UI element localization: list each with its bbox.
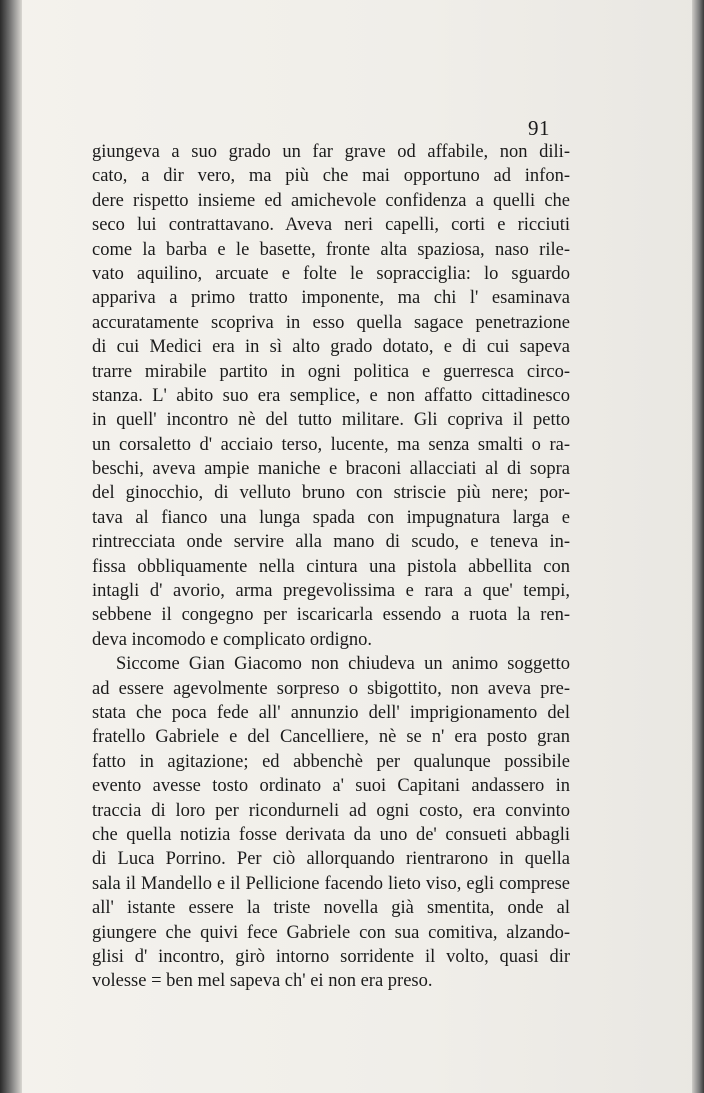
- text-line: in quell' incontro nè del tutto militare. Gli copriva il petto: [92, 410, 570, 431]
- text-line: sala il Mandello e il Pellicione facendo lieto viso, egli comprese: [92, 873, 570, 894]
- text-line: all' istante essere la triste novella già smentita, onde al: [92, 898, 570, 919]
- page-number: 91: [528, 116, 550, 140]
- text-line: vato aquilino, arcuate e folte le sopracciglia: lo sguardo: [92, 263, 570, 284]
- text-line: giungere che quivi fece Gabriele con sua comitiva, alzando-: [92, 922, 570, 943]
- text-line: fissa obbliquamente nella cintura una pistola abbellita con: [92, 556, 570, 577]
- text-line: glisi d' incontro, girò intorno sorridente il volto, quasi dir: [92, 946, 570, 967]
- text-line: tava al fianco una lunga spada con impugnatura larga e: [92, 507, 570, 528]
- text-line: fatto in agitazione; ed abbenchè per qualunque possibile: [92, 751, 570, 772]
- text-line: stata che poca fede all' annunzio dell' imprigionamento del: [92, 702, 570, 723]
- text-line: fratello Gabriele e del Cancelliere, nè se n' era posto gran: [92, 727, 570, 748]
- text-line: ad essere agevolmente sorpreso o sbigottito, non aveva pre-: [92, 678, 570, 699]
- text-line: sebbene il congegno per iscaricarla essendo a ruota la ren-: [92, 605, 570, 626]
- text-line: trarre mirabile partito in ogni politica e guerresca circo-: [92, 361, 570, 382]
- page-binding-edge: [0, 0, 22, 1093]
- text-line: che quella notizia fosse derivata da uno de' consueti abbagli: [92, 824, 570, 845]
- text-line: Siccome Gian Giacomo non chiudeva un animo soggetto: [116, 654, 570, 675]
- page-right-edge: [692, 0, 704, 1093]
- body-text: [92, 140, 570, 994]
- text-line: traccia di loro per ricondurneli ad ogni costo, era convinto: [92, 800, 570, 821]
- text-line: di Luca Porrino. Per ciò allorquando rientrarono in quella: [92, 849, 570, 870]
- text-line: come la barba e le basette, fronte alta spaziosa, naso rile-: [92, 239, 570, 260]
- text-line: evento avesse tosto ordinato a' suoi Capitani andassero in: [92, 776, 570, 797]
- text-line: beschi, aveva ampie maniche e braconi allacciati al di sopra: [92, 459, 570, 480]
- text-line: un corsaletto d' acciaio terso, lucente, ma senza smalti o ra-: [92, 434, 570, 455]
- text-line: deva incomodo e complicato ordigno.: [92, 629, 372, 650]
- text-line: dere rispetto insieme ed amichevole confidenza a quelli che: [92, 190, 570, 211]
- text-line: accuratamente scopriva in esso quella sagace penetrazione: [92, 312, 570, 333]
- text-line: cato, a dir vero, ma più che mai opportuno ad infon-: [92, 166, 570, 187]
- paragraph: [92, 140, 570, 652]
- text-line: stanza. L' abito suo era semplice, e non affatto cittadinesco: [92, 385, 570, 406]
- text-line: appariva a primo tratto imponente, ma chi l' esaminava: [92, 288, 570, 309]
- text-line: di cui Medici era in sì alto grado dotato, e di cui sapeva: [92, 337, 570, 358]
- text-line: intagli d' avorio, arma pregevolissima e rara a que' tempi,: [92, 581, 570, 602]
- text-line: del ginocchio, di velluto bruno con striscie più nere; por-: [92, 483, 570, 504]
- text-line: volesse = ben mel sapeva ch' ei non era preso.: [92, 971, 433, 992]
- paragraph: [92, 652, 570, 993]
- text-line: rintrecciata onde servire alla mano di scudo, e teneva in-: [92, 532, 570, 553]
- text-line: giungeva a suo grado un far grave od affabile, non dili-: [92, 142, 570, 162]
- text-line: seco lui contrattavano. Aveva neri capelli, corti e ricciuti: [92, 215, 570, 236]
